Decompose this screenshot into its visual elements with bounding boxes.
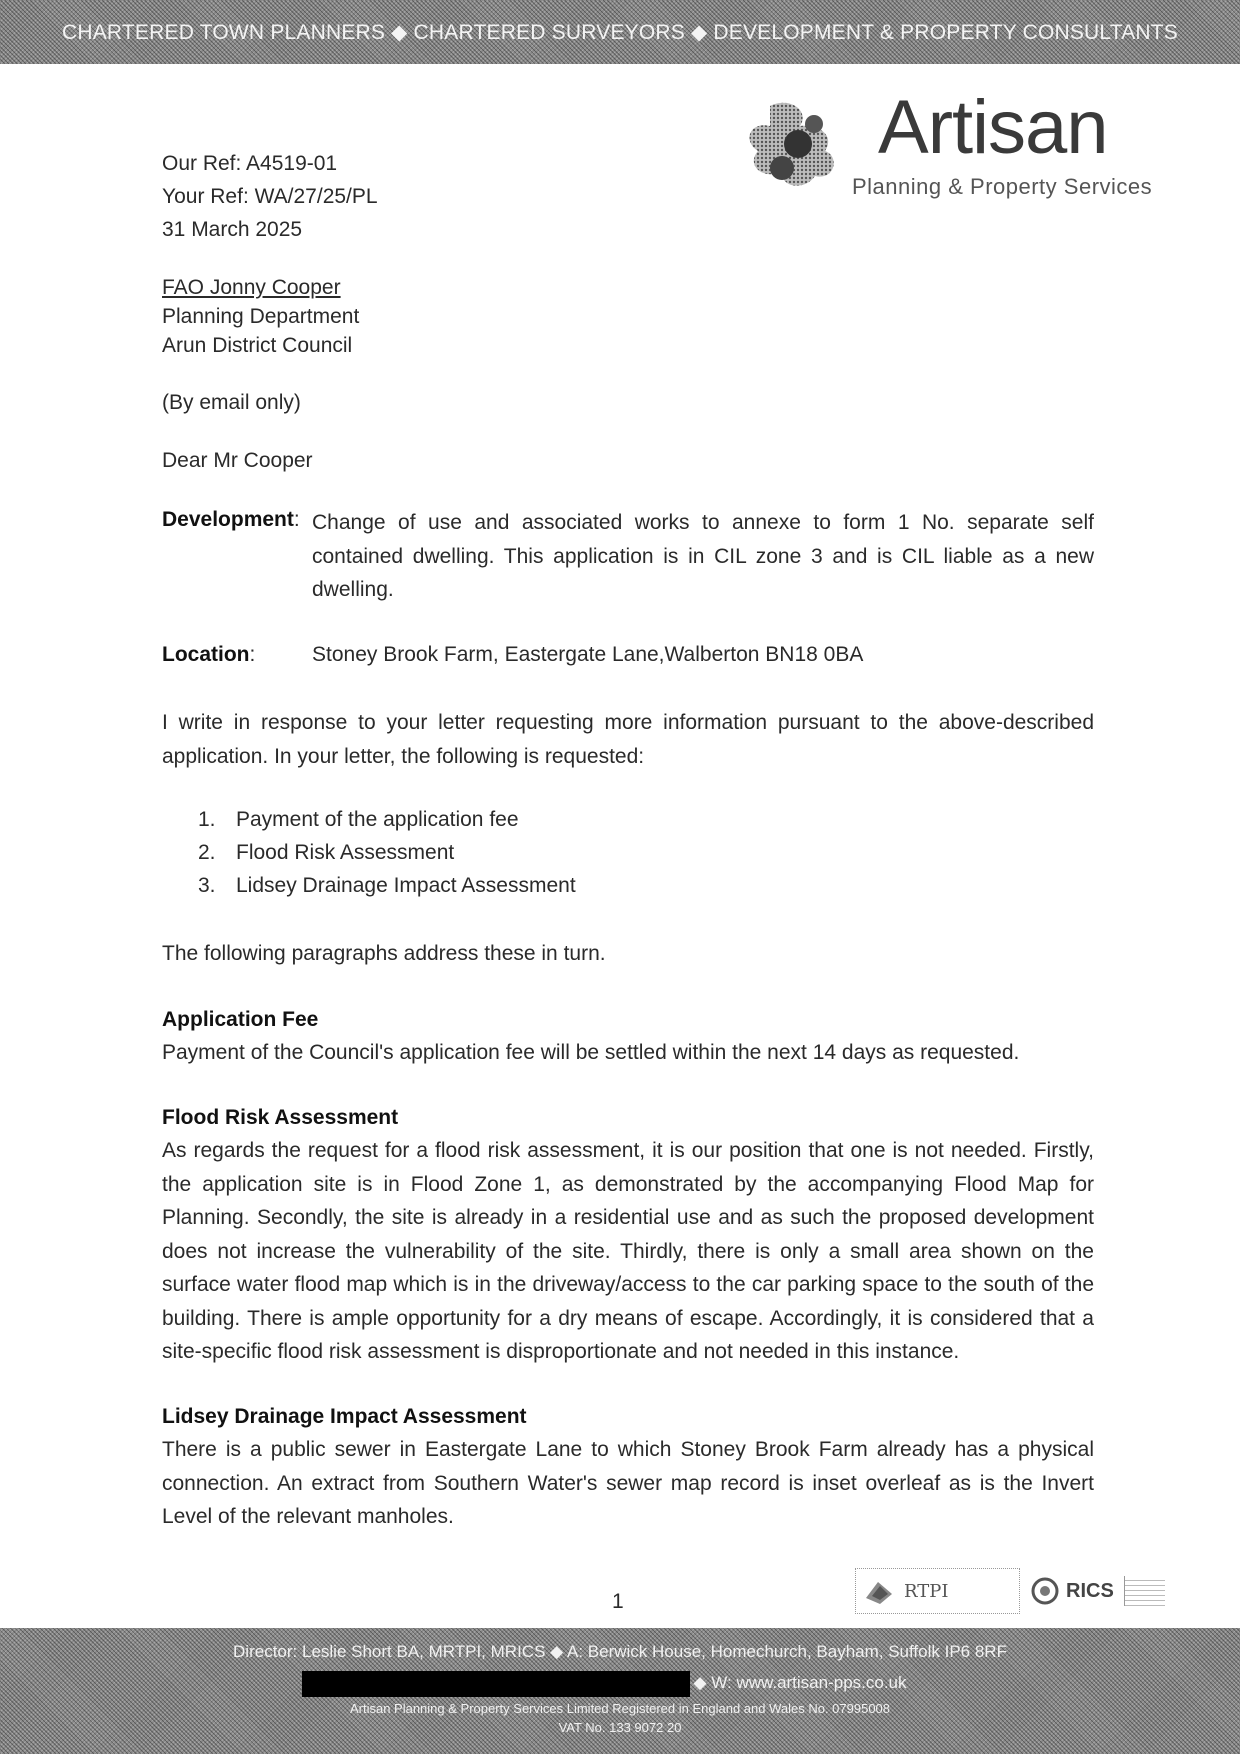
list-number: 3. bbox=[198, 874, 216, 897]
rtpi-badge bbox=[855, 1568, 1020, 1614]
development-text: Change of use and associated works to annexe to form 1 No. separate self contained dwelling. This application is in CIL zone 3 and is CIL liable as a new dwelling. bbox=[312, 511, 1094, 601]
footer-vat-line: VAT No. 133 9072 20 bbox=[558, 1720, 682, 1735]
section-body-drainage: There is a public sewer in Eastergate Lane to which Stoney Brook Farm already has a physical connection. An extract from Southern Water's sewer map record is inset overleaf as is the Invert Level of the relevant manholes. bbox=[162, 1438, 1094, 1528]
section-heading-drainage: Lidsey Drainage Impact Assessment bbox=[162, 1405, 527, 1428]
recipient-dept: Planning Department bbox=[162, 305, 360, 328]
list-text: Flood Risk Assessment bbox=[236, 841, 455, 864]
footer-director-line: Director: Leslie Short BA, MRTPI, MRICS ◆ A: Berwick House, Homechurch, Bayham, Suffolk IP6 8RF bbox=[233, 1642, 1007, 1661]
list-number: 1. bbox=[198, 808, 216, 831]
rtpi-icon bbox=[862, 1574, 896, 1608]
footer-banner bbox=[0, 1628, 1240, 1754]
rics-label: RICS bbox=[1066, 1579, 1114, 1602]
logo-mark-icon bbox=[740, 96, 850, 196]
page-number: 1 bbox=[612, 1590, 624, 1613]
list-text: Payment of the application fee bbox=[236, 808, 519, 831]
footer-web-line: ◆ W: www.artisan-pps.co.uk bbox=[693, 1673, 907, 1692]
header-banner bbox=[0, 0, 1240, 64]
location-label: Location: bbox=[162, 643, 256, 666]
delivery-note: (By email only) bbox=[162, 391, 301, 414]
list-text: Lidsey Drainage Impact Assessment bbox=[236, 874, 576, 897]
rics-tagline-mark bbox=[1124, 1576, 1165, 1606]
logo-name: Artisan bbox=[878, 85, 1108, 170]
section-body-application-fee: Payment of the Council's application fee will be settled within the next 14 days as requested. bbox=[162, 1041, 1020, 1064]
salutation: Dear Mr Cooper bbox=[162, 449, 313, 472]
development-label: Development: bbox=[162, 508, 300, 531]
location-text: Stoney Brook Farm, Eastergate Lane,Walberton BN18 0BA bbox=[312, 643, 864, 666]
list-item bbox=[198, 841, 455, 865]
rtpi-label: RTPI bbox=[904, 1580, 949, 1602]
footer-company-line: Artisan Planning & Property Services Limited Registered in England and Wales No. 07995008 bbox=[349, 1701, 891, 1716]
recipient-fao: FAO Jonny Cooper bbox=[162, 276, 341, 299]
recipient-council: Arun District Council bbox=[162, 334, 353, 357]
logo-tagline: Planning & Property Services bbox=[852, 174, 1153, 199]
artisan-logo bbox=[740, 85, 1160, 206]
list-number: 2. bbox=[198, 841, 216, 864]
rics-badge bbox=[1030, 1568, 1182, 1614]
section-heading-flood-risk: Flood Risk Assessment bbox=[162, 1106, 399, 1129]
our-ref: Our Ref: A4519-01 bbox=[162, 152, 338, 175]
letter-date: 31 March 2025 bbox=[162, 218, 303, 241]
list-item bbox=[198, 808, 519, 832]
rics-icon bbox=[1030, 1576, 1060, 1606]
transition-text: The following paragraphs address these in turn. bbox=[162, 942, 606, 965]
section-heading-application-fee: Application Fee bbox=[162, 1008, 319, 1031]
intro-paragraph: I write in response to your letter requesting more information pursuant to the above-described application. In your letter, the following is requested: bbox=[162, 711, 1094, 768]
section-body-flood-risk: As regards the request for a flood risk assessment, it is our position that one is not needed. Firstly, the application site is in Flood Zone 1, as demonstrated by the accompanying Flood Map for Planning. Secondly, the site is already in a residential use and as such the proposed development does not increase the vulnerability of the site. Thirdly, there is only a small area shown on the surface water flood map which is in the driveway/access to the car parking space to the south of the building. There is ample opportunity for a dry means of escape. Accordingly, it is considered that a site-specific flood risk assessment is disproportionate and not needed in this instance. bbox=[162, 1139, 1094, 1363]
list-item bbox=[198, 874, 576, 898]
banner-text: CHARTERED TOWN PLANNERS ◆ CHARTERED SURVEYORS ◆ DEVELOPMENT & PROPERTY CONSULTANTS bbox=[61, 20, 1179, 44]
your-ref: Your Ref: WA/27/25/PL bbox=[162, 185, 378, 208]
